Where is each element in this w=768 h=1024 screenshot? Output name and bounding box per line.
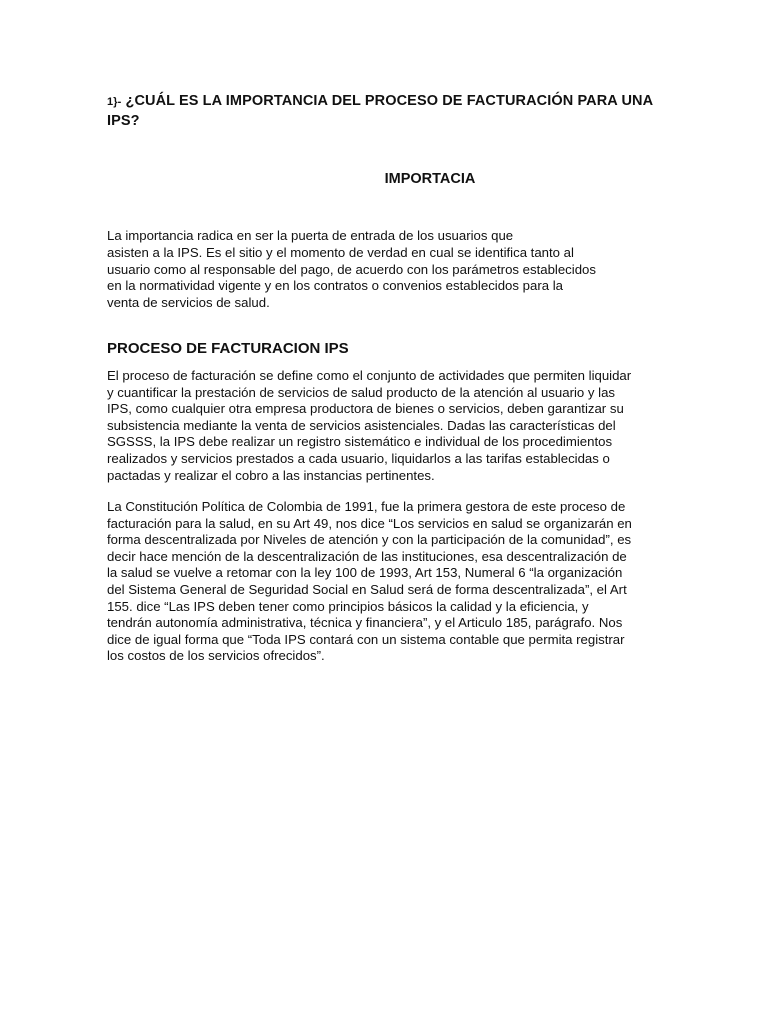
paragraph-line: decir hace mención de la descentralización de las instituciones, esa descentralización de <box>107 548 627 564</box>
paragraph-line: 155. dice “Las IPS deben tener como principios básicos la calidad y la eficiencia, y <box>107 598 589 614</box>
paragraph-line: subsistencia mediante la venta de servicios asistenciales. Dadas las características del <box>107 417 616 433</box>
paragraph-line: La importancia radica en ser la puerta de entrada de los usuarios que <box>107 228 514 243</box>
paragraph-line: y cuantificar la prestación de servicios de salud producto de la atención al usuario y las <box>107 384 616 400</box>
section-heading: PROCESO DE FACTURACION IPS <box>107 340 349 357</box>
paragraph-line: realizados y servicios prestados a cada usuario, liquidarlos a las tarifas establecidas o <box>107 450 610 466</box>
paragraph-line: facturación para la salud, en su Art 49, nos dice “Los servicios en salud se organizarán en <box>107 515 632 531</box>
question-title <box>107 92 667 131</box>
paragraph-line: en la normatividad vigente y en los contratos o convenios establecidos para la <box>107 278 563 294</box>
paragraph-line: venta de servicios de salud. <box>107 295 270 311</box>
paragraph-line: los costos de los servicios ofrecidos”. <box>107 648 325 664</box>
constitution-paragraph <box>107 499 667 665</box>
paragraph-line: asisten a la IPS. Es el sitio y el momento de verdad en cual se identifica tanto al <box>107 244 574 260</box>
importance-paragraph <box>107 228 627 312</box>
paragraph-line: tendrán autonomía administrativa, técnica y financiera”, y el Articulo 185, parágrafo. Nos <box>107 615 623 631</box>
paragraph-line: dice de igual forma que “Toda IPS contará con un sistema contable que permita registrar <box>107 631 625 647</box>
paragraph-line: la salud se vuelve a retomar con la ley 100 de 1993, Art 153, Numeral 6 “la organización <box>107 565 623 581</box>
process-paragraph <box>107 368 667 484</box>
question-number: 1}- <box>107 96 122 108</box>
paragraph-line: usuario como al responsable del pago, de acuerdo con los parámetros establecidos <box>107 261 596 277</box>
question-text: ¿CUÁL ES LA IMPORTANCIA DEL PROCESO DE FACTURACIÓN PARA UNA IPS? <box>107 93 653 129</box>
paragraph-line: SGSSS, la IPS debe realizar un registro sistemático e individual de los procedimientos <box>107 434 613 450</box>
subheading: IMPORTACIA <box>384 171 476 187</box>
paragraph-line: del Sistema General de Seguridad Social en Salud será de forma descentralizada”, el Art <box>107 581 627 597</box>
paragraph-line: La Constitución Política de Colombia de 1991, fue la primera gestora de este proceso de <box>107 499 626 514</box>
paragraph-line: forma descentralizada por Niveles de atención y con la participación de la comunidad”, es <box>107 532 632 548</box>
paragraph-line: IPS, como cualquier otra empresa productora de bienes o servicios, deben garantizar su <box>107 401 624 417</box>
paragraph-line: pactadas y realizar el cobro a las instancias pertinentes. <box>107 467 435 483</box>
paragraph-line: El proceso de facturación se define como el conjunto de actividades que permiten liquidar <box>107 368 632 383</box>
